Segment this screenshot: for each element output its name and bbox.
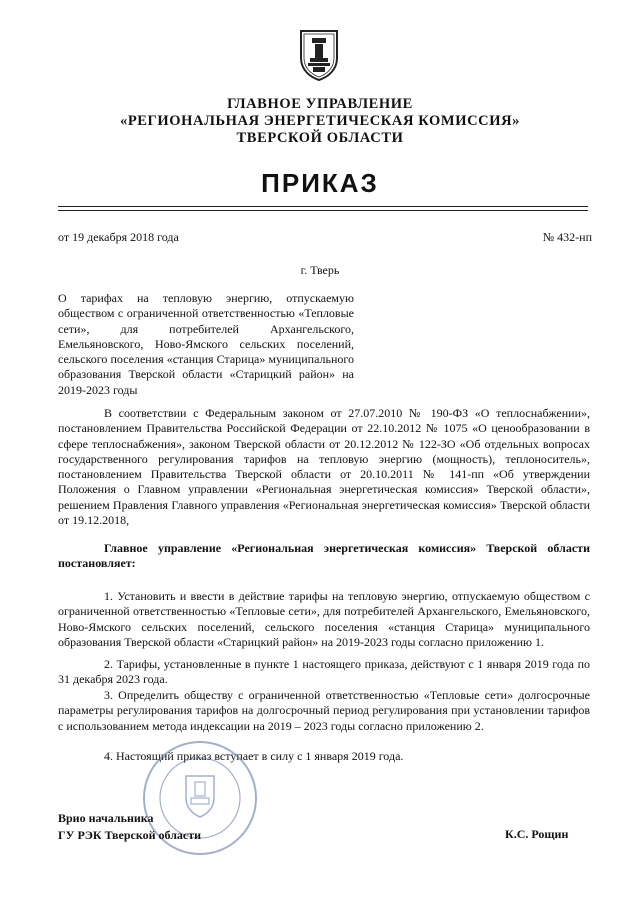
- header-line-3: ТВЕРСКОЙ ОБЛАСТИ: [236, 130, 404, 146]
- signatory-name: К.С. Рощин: [505, 827, 569, 841]
- order-item-3: 3. Определить обществу с ограниченной ответственностью «Тепловые сети» долгосрочные параметры регулирования тарифов на долгосрочный период регулирования при установлении тарифов с использованием метода индексации на 2019 – 2023 годы согласно приложению 2.: [58, 688, 590, 733]
- document-type: ПРИКАЗ: [261, 168, 379, 198]
- header-divider: [58, 206, 588, 207]
- order-item-2: 2. Тарифы, установленные в пункте 1 настоящего приказа, действуют с 1 января 2019 года по 31 декабря 2023 года.: [58, 657, 590, 687]
- signatory-position-line-2: ГУ РЭК Тверской области: [58, 828, 202, 842]
- order-item-1: 1. Установить и ввести в действие тарифы на тепловую энергию, отпускаемую обществом с ограниченной ответственностью «Тепловые сети», для потребителей Архангельского, Емельяновского, Ново-Ямского сельских поселений, сельского поселения «станция Старица» муниципального образования Тверской области «Старицкий район» на 2019-2023 годы согласно приложению 1.: [58, 589, 590, 649]
- document-date: от 19 декабря 2018 года: [58, 230, 179, 244]
- header-line-1: ГЛАВНОЕ УПРАВЛЕНИЕ: [227, 96, 413, 112]
- document-number: № 432-нп: [542, 230, 592, 244]
- header-line-2: «РЕГИОНАЛЬНАЯ ЭНЕРГЕТИЧЕСКАЯ КОМИССИЯ»: [119, 113, 521, 129]
- coat-of-arms-icon: [298, 28, 340, 82]
- header-divider-thin: [58, 210, 588, 211]
- preamble-paragraph: В соответствии с Федеральным законом от 27.07.2010 № 190-ФЗ «О теплоснабжении», постановлением Правительства Российской Федерации от 22.10.2012 № 1075 «О ценообразовании в сфере теплоснабжения», законом Тверской области от 20.12.2012 № 122-ЗО «Об отдельных вопросах государственного регулирования тарифов на тепловую энергию (мощность), теплоноситель», постановлением Правительства Тверской области от 20.10.2011 № 141-пп «Об утверждении Положения о Главном управлении «Региональная энергетическая комиссия» Тверской области», решением Правления Главного управления «Региональная энергетическая комиссия» Тверской области от 19.12.2018,: [58, 406, 590, 528]
- document-subject: О тарифах на тепловую энергию, отпускаемую обществом с ограниченной ответственностью «Тепловые сети», для потребителей Архангельского, Емельяновского, Ново-Ямского сельских поселений, сельского поселения «станция Старица» муниципального образования Тверской области «Старицкий район» на 2019-2023 годы: [58, 291, 354, 397]
- organization-header: [0, 96, 640, 147]
- signatory-position: [58, 810, 201, 844]
- order-item-4: 4. Настоящий приказ вступает в силу с 1 января 2019 года.: [104, 749, 404, 763]
- document-city: г. Тверь: [300, 263, 340, 277]
- signatory-position-line-1: Врио начальника: [58, 811, 154, 825]
- resolution-heading: Главное управление «Региональная энергетическая комиссия» Тверской области постановляет:: [58, 541, 590, 571]
